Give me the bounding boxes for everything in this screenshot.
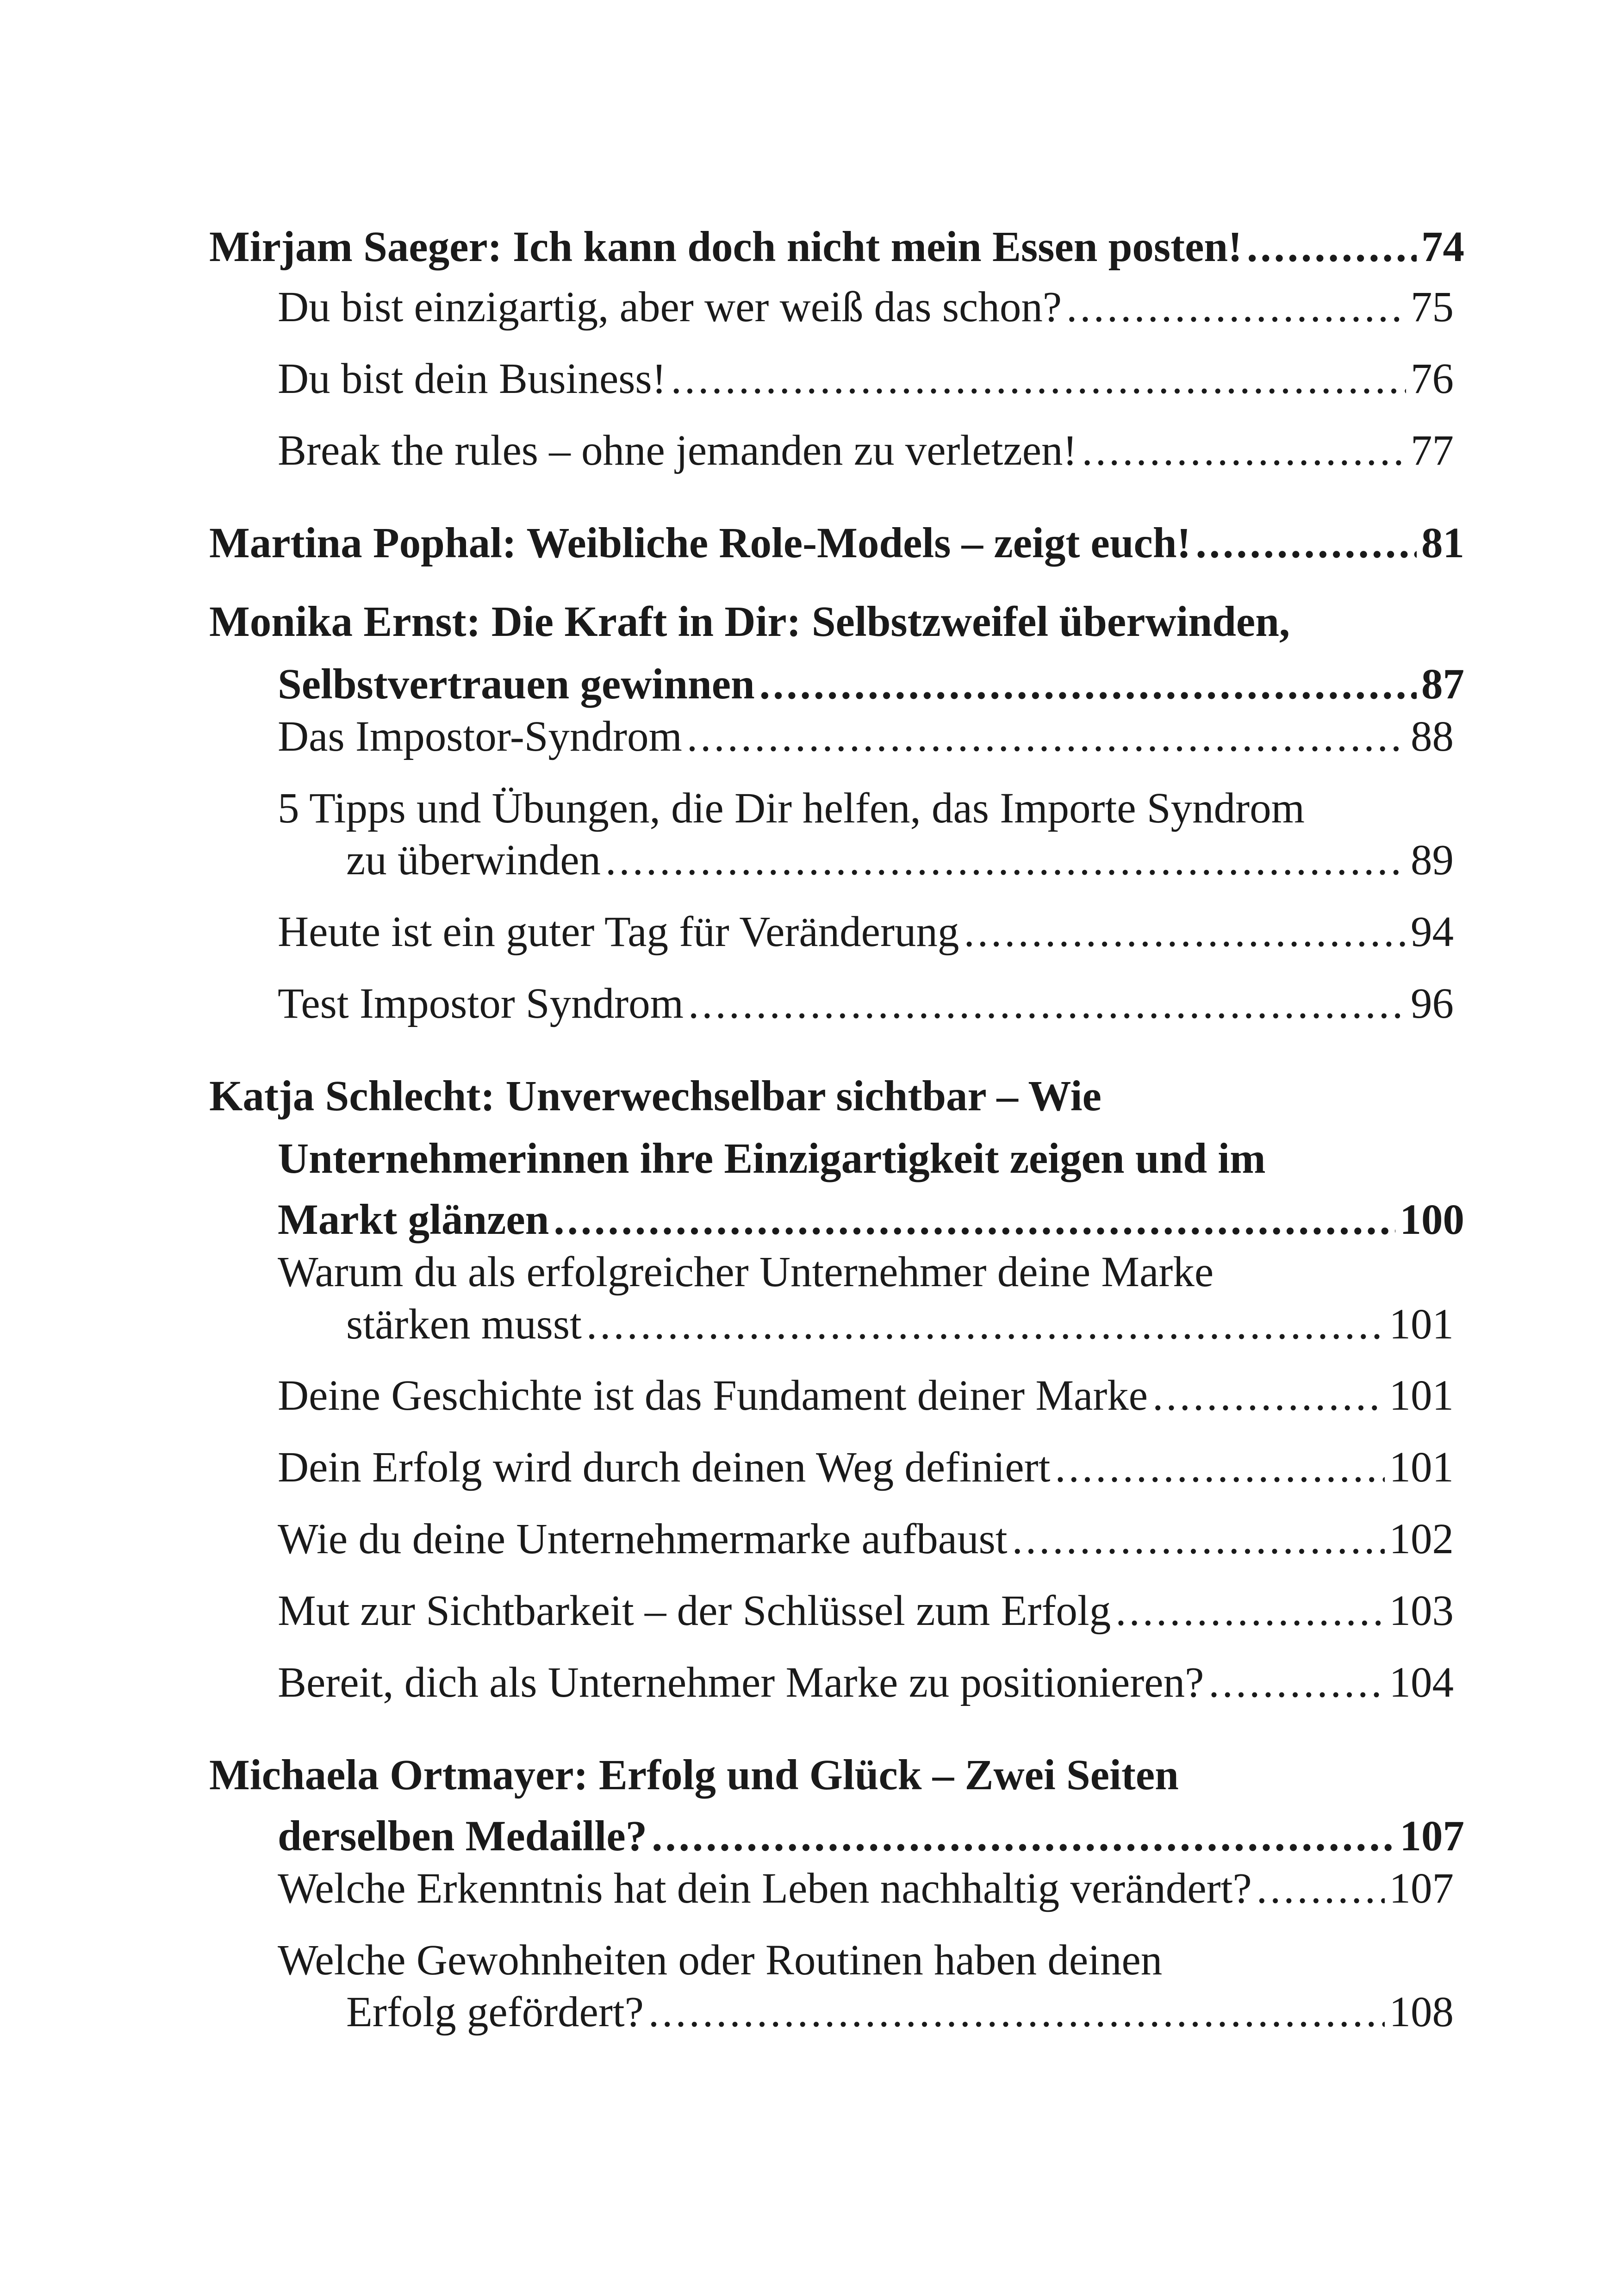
page-number: 101 [1389,1444,1454,1491]
toc-section-entry[interactable] [278,970,1454,1025]
page-number: 96 [1411,980,1454,1027]
page-number: 75 [1411,283,1454,331]
toc-chapter-entry[interactable] [209,213,1464,271]
page-number: 101 [1389,1300,1454,1348]
dot-leader [586,1303,1385,1346]
section-title: Du bist dein Business! [278,355,666,403]
page-number: 100 [1400,1196,1464,1244]
page-number: 77 [1411,427,1454,474]
chapter-title: Mirjam Saeger: Ich kann doch nicht mein Essen posten! [209,223,1243,271]
page-number: 81 [1421,519,1464,567]
dot-leader [652,1815,1395,1858]
page-number: 74 [1421,223,1464,271]
toc-section-title-line[interactable] [278,1926,1454,1982]
dot-leader [648,1991,1385,2034]
toc-section-entry[interactable] [346,826,1454,882]
toc-section-entry[interactable] [278,1362,1454,1417]
toc-section-entry[interactable] [278,1577,1454,1635]
section-title-continued: Erfolg gefördert? [346,1988,644,2036]
toc-chapter-entry[interactable] [209,509,1464,565]
dot-leader [1152,1374,1384,1417]
section-title: Warum du als erfolgreicher Unternehmer deine Marke [278,1248,1214,1296]
dot-leader [1115,1589,1384,1632]
section-title: Heute ist ein guter Tag für Veränderung [278,908,959,956]
page-number: 76 [1411,355,1454,403]
dot-leader [1247,225,1417,268]
toc-section-entry[interactable] [278,898,1454,956]
toc-section-entry[interactable] [278,1649,1454,1704]
dot-leader [671,357,1406,400]
toc-section-entry[interactable] [346,1978,1454,2034]
chapter-title-continued: Unternehmerinnen ihre Einzigartigkeit zeigen und im [278,1135,1266,1182]
dot-leader [1012,1518,1385,1561]
toc-chapter-title-line[interactable] [209,588,1464,646]
toc-section-entry[interactable] [278,1854,1454,1910]
dot-leader [554,1198,1395,1241]
section-title-continued: zu überwinden [346,836,601,884]
page-number: 104 [1389,1659,1454,1706]
chapter-title: Katja Schlecht: Unverwechselbar sichtbar – Wie [209,1072,1101,1120]
toc-chapter-entry[interactable] [278,650,1464,706]
section-title: Mut zur Sichtbarkeit – der Schlüssel zum Erfolg [278,1587,1111,1635]
page-number: 107 [1389,1865,1454,1912]
toc-section-entry[interactable] [278,703,1454,758]
dot-leader [605,839,1406,882]
toc-chapter-title-line[interactable] [278,1125,1464,1180]
section-title: Du bist einzigartig, aber wer weiß das schon? [278,283,1062,331]
dot-leader [964,910,1406,953]
section-title: Test Impostor Syndrom [278,980,684,1027]
section-title: 5 Tipps und Übungen, die Dir helfen, das Importe Syndrom [278,784,1305,832]
toc-section-entry[interactable] [278,273,1454,329]
section-title: Bereit, dich als Unternehmer Marke zu positionieren? [278,1659,1204,1706]
page-number: 108 [1389,1988,1454,2036]
page-number: 87 [1421,660,1464,708]
page-number: 103 [1389,1587,1454,1635]
page-number: 88 [1411,713,1454,760]
chapter-title: Michaela Ortmayer: Erfolg und Glück – Zwei Seiten [209,1751,1179,1799]
section-title: Break the rules – ohne jemanden zu verletzen! [278,427,1077,474]
toc-chapter-entry[interactable] [278,1186,1464,1244]
page-number: 94 [1411,908,1454,956]
section-title-continued: stärken musst [346,1300,582,1348]
toc-section-entry[interactable] [278,1505,1454,1561]
section-title: Wie du deine Unternehmermarke aufbaust [278,1515,1008,1563]
chapter-title: Monika Ernst: Die Kraft in Dir: Selbstzweifel überwinden, [209,598,1290,646]
page-number: 107 [1400,1812,1464,1860]
chapter-title-continued: Markt glänzen [278,1196,549,1244]
section-title: Welche Gewohnheiten oder Routinen haben deinen [278,1936,1163,1984]
section-title: Welche Erkenntnis hat dein Leben nachhaltig verändert? [278,1865,1252,1912]
toc-section-entry[interactable] [278,1433,1454,1489]
dot-leader [1082,429,1406,472]
toc-section-title-line[interactable] [278,1238,1454,1294]
toc-chapter-title-line[interactable] [209,1062,1464,1118]
dot-leader [759,663,1417,706]
section-title: Das Impostor-Syndrom [278,713,682,760]
dot-leader [688,982,1406,1025]
dot-leader [1257,1867,1385,1910]
dot-leader [687,715,1406,758]
page-number: 102 [1389,1515,1454,1563]
toc-chapter-title-line[interactable] [209,1741,1464,1797]
chapter-title-continued: Selbstvertrauen gewinnen [278,660,755,708]
dot-leader [1208,1661,1384,1704]
chapter-title-continued: derselben Medaille? [278,1812,647,1860]
section-title: Dein Erfolg wird durch deinen Weg definiert [278,1444,1051,1491]
toc-section-entry[interactable] [278,417,1454,472]
toc-section-entry[interactable] [346,1290,1454,1346]
dot-leader [1196,522,1417,565]
dot-leader [1055,1446,1384,1489]
toc-chapter-entry[interactable] [278,1802,1464,1858]
toc-section-title-line[interactable] [278,774,1454,830]
page-number: 101 [1389,1372,1454,1419]
chapter-title: Martina Pophal: Weibliche Role-Models – zeigt euch! [209,519,1191,567]
dot-leader [1066,286,1406,329]
page-number: 89 [1411,836,1454,884]
toc-section-entry[interactable] [278,345,1454,403]
section-title: Deine Geschichte ist das Fundament deiner Marke [278,1372,1148,1419]
